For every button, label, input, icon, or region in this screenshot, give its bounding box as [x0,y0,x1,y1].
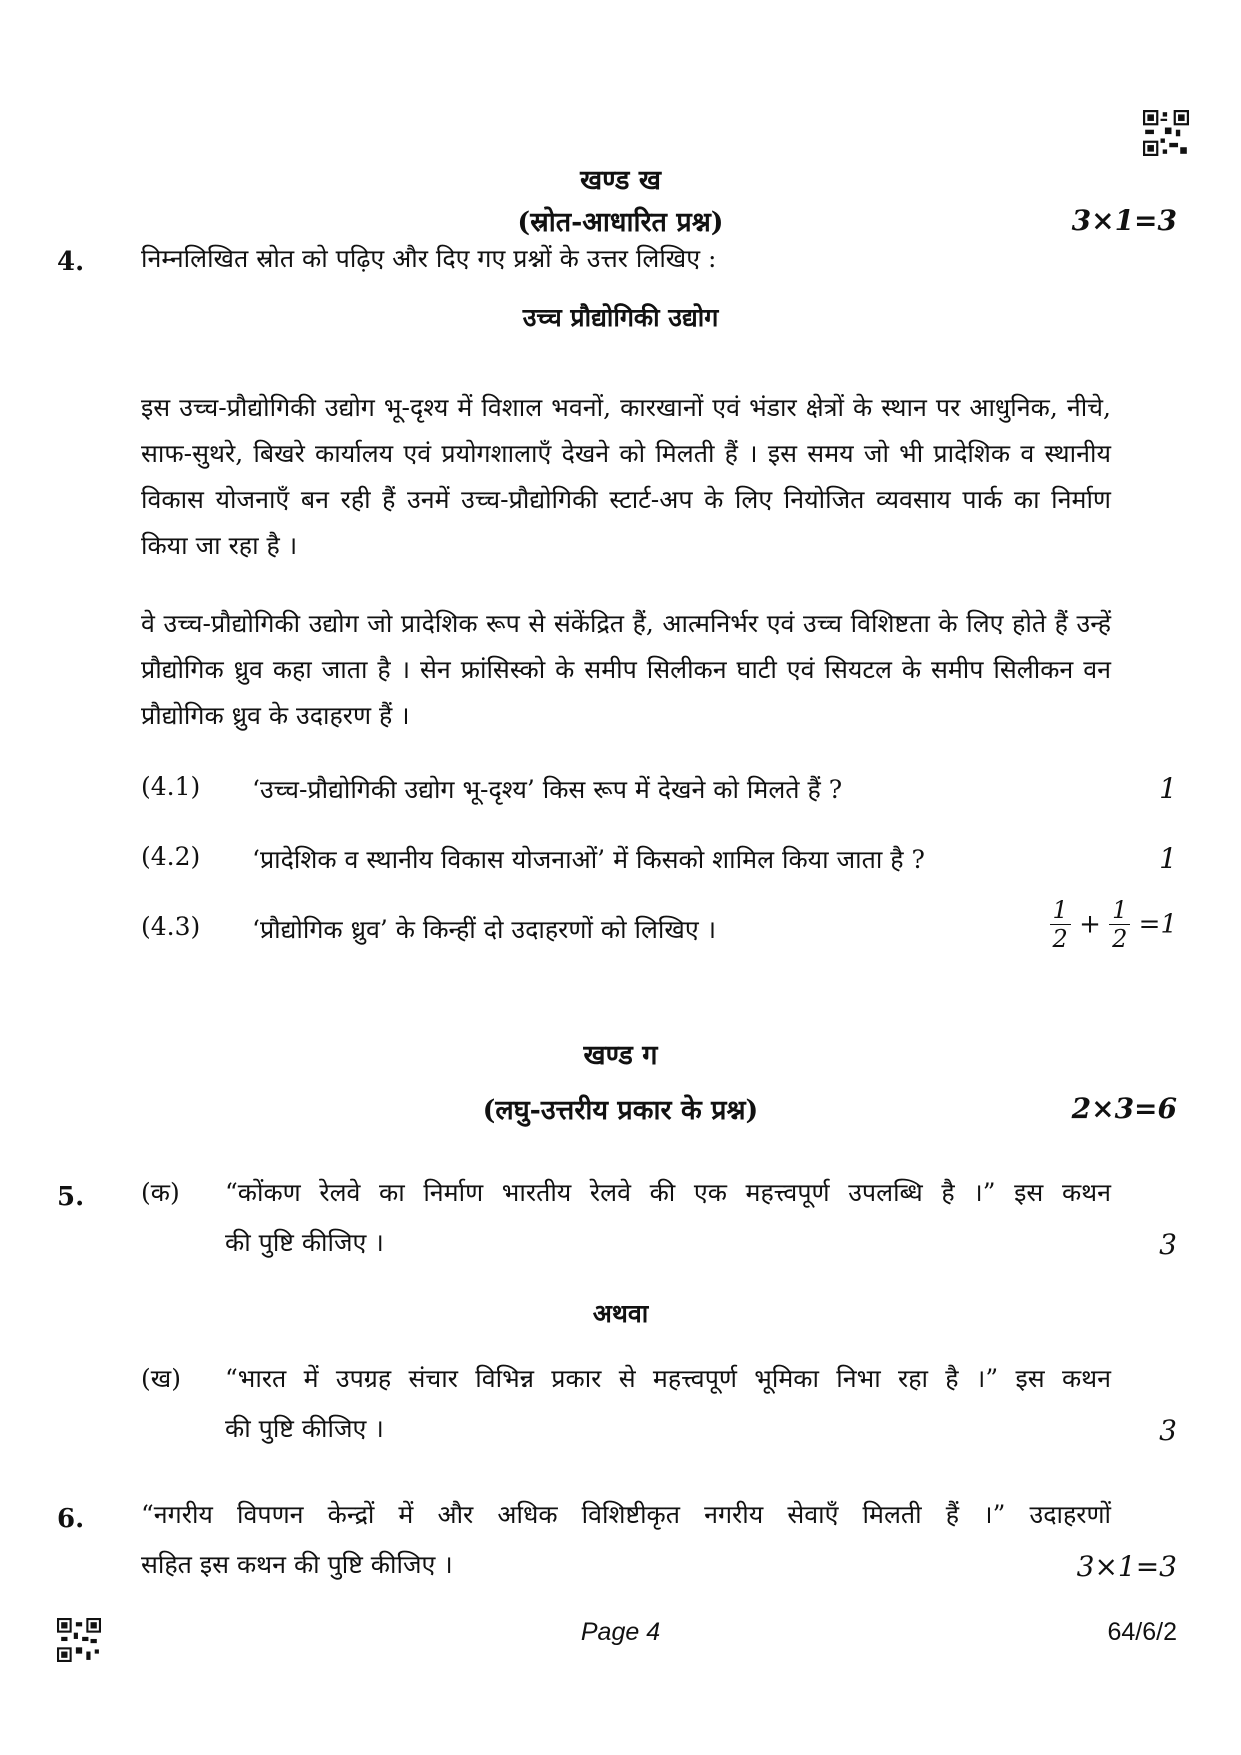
option-label: (ख) [141,1364,181,1393]
section-c-title: खण्ड ग [583,1040,658,1071]
question-marks: 3 [1159,1228,1177,1261]
question-number: 6. [57,1504,85,1534]
question-number: 4. [57,247,85,277]
sub-question-number: (4.1) [141,772,201,801]
question-number: 5. [57,1182,85,1212]
sub-question-number: (4.3) [141,912,201,941]
section-c-subtitle: (लघु-उत्तरीय प्रकार के प्रश्न) [482,1095,759,1126]
sub-question-marks: 1 [1159,772,1177,805]
question-text: “नगरीय विपणन केन्द्रों में और अधिक विशिष्टीकृत नगरीय सेवाएँ मिलती हैं ।” उदाहरणों [141,1500,1111,1529]
question-marks: 3 [1159,1414,1177,1447]
question-text: “कोंकण रेलवे का निर्माण भारतीय रेलवे की एक महत्त्वपूर्ण उपलब्धि है ।” इस कथन [225,1178,1111,1207]
page-number: Page 4 [580,1618,661,1646]
section-b-subtitle: (स्रोत-आधारित प्रश्न) [517,207,724,238]
section-c-marks: 2×3=6 [1071,1092,1177,1125]
passage-paragraph: इस उच्च-प्रौद्योगिकी उद्योग भू-दृश्य में विशाल भवनों, कारखानों एवं भंडार क्षेत्रों के स्थान पर आधुनिक, नीचे, साफ-सुथरे, बिखरे कार्यालय एवं प्रयोगशालाएँ देखने को मिलती हैं । इस समय जो भी प्रादेशिक व स्थानीय विकास योजनाएँ बन रही हैं उनमें उच्च-प्रौद्योगिकी स्टार्ट-अप के लिए नियोजित व्यवसाय पार्क का निर्माण किया जा रहा है । [141,393,1111,560]
or-separator: अथवा [592,1299,649,1328]
qr-code-icon [1143,110,1189,156]
sub-question-text: ‘प्रौद्योगिक ध्रुव’ के किन्हीं दो उदाहरणों को लिखिए । [252,915,717,944]
sub-question-number: (4.2) [141,842,201,871]
sub-question-marks: 1 [1159,842,1177,875]
option-label: (क) [141,1178,180,1207]
paper-code: 64/6/2 [1107,1618,1177,1646]
sub-question-text: ‘उच्च-प्रौद्योगिकी उद्योग भू-दृश्य’ किस रूप में देखने को मिलते हैं ? [252,775,843,804]
fraction: $\frac{1}{2}$ [1109,896,1130,953]
sub-question-text: ‘प्रादेशिक व स्थानीय विकास योजनाओं’ में किसको शामिल किया जाता है ? [252,845,925,874]
fraction-marks: $\frac{1}{2}$ + $\frac{1}{2}$ =1 [1050,896,1177,953]
fraction: $\frac{1}{2}$ [1050,896,1071,953]
question-instruction: निम्नलिखित स्रोत को पढ़िए और दिए गए प्रश्नों के उत्तर लिखिए : [141,244,717,273]
passage-title: उच्च प्रौद्योगिकी उद्योग [522,303,719,332]
question-text: “भारत में उपग्रह संचार विभिन्न प्रकार से महत्त्वपूर्ण भूमिका निभा रहा है ।” इस कथन [225,1364,1111,1393]
question-text: सहित इस कथन की पुष्टि कीजिए । [141,1550,453,1579]
question-marks: 3×1=3 [1076,1550,1177,1583]
section-b-title: खण्ड ख [580,165,661,196]
question-text: की पुष्टि कीजिए । [225,1414,384,1443]
question-text: की पुष्टि कीजिए । [225,1228,384,1257]
section-b-marks: 3×1=3 [1071,204,1177,237]
passage-paragraph: वे उच्च-प्रौद्योगिकी उद्योग जो प्रादेशिक रूप से संकेंद्रित हैं, आत्मनिर्भर एवं उच्च विशिष्टता के लिए होते हैं उन्हें प्रौद्योगिक ध्रुव कहा जाता है । सेन फ्रांसिस्को के समीप सिलीकन घाटी एवं सियटल के समीप सिलीकन वन प्रौद्योगिक ध्रुव के उदाहरण हैं । [141,609,1111,730]
